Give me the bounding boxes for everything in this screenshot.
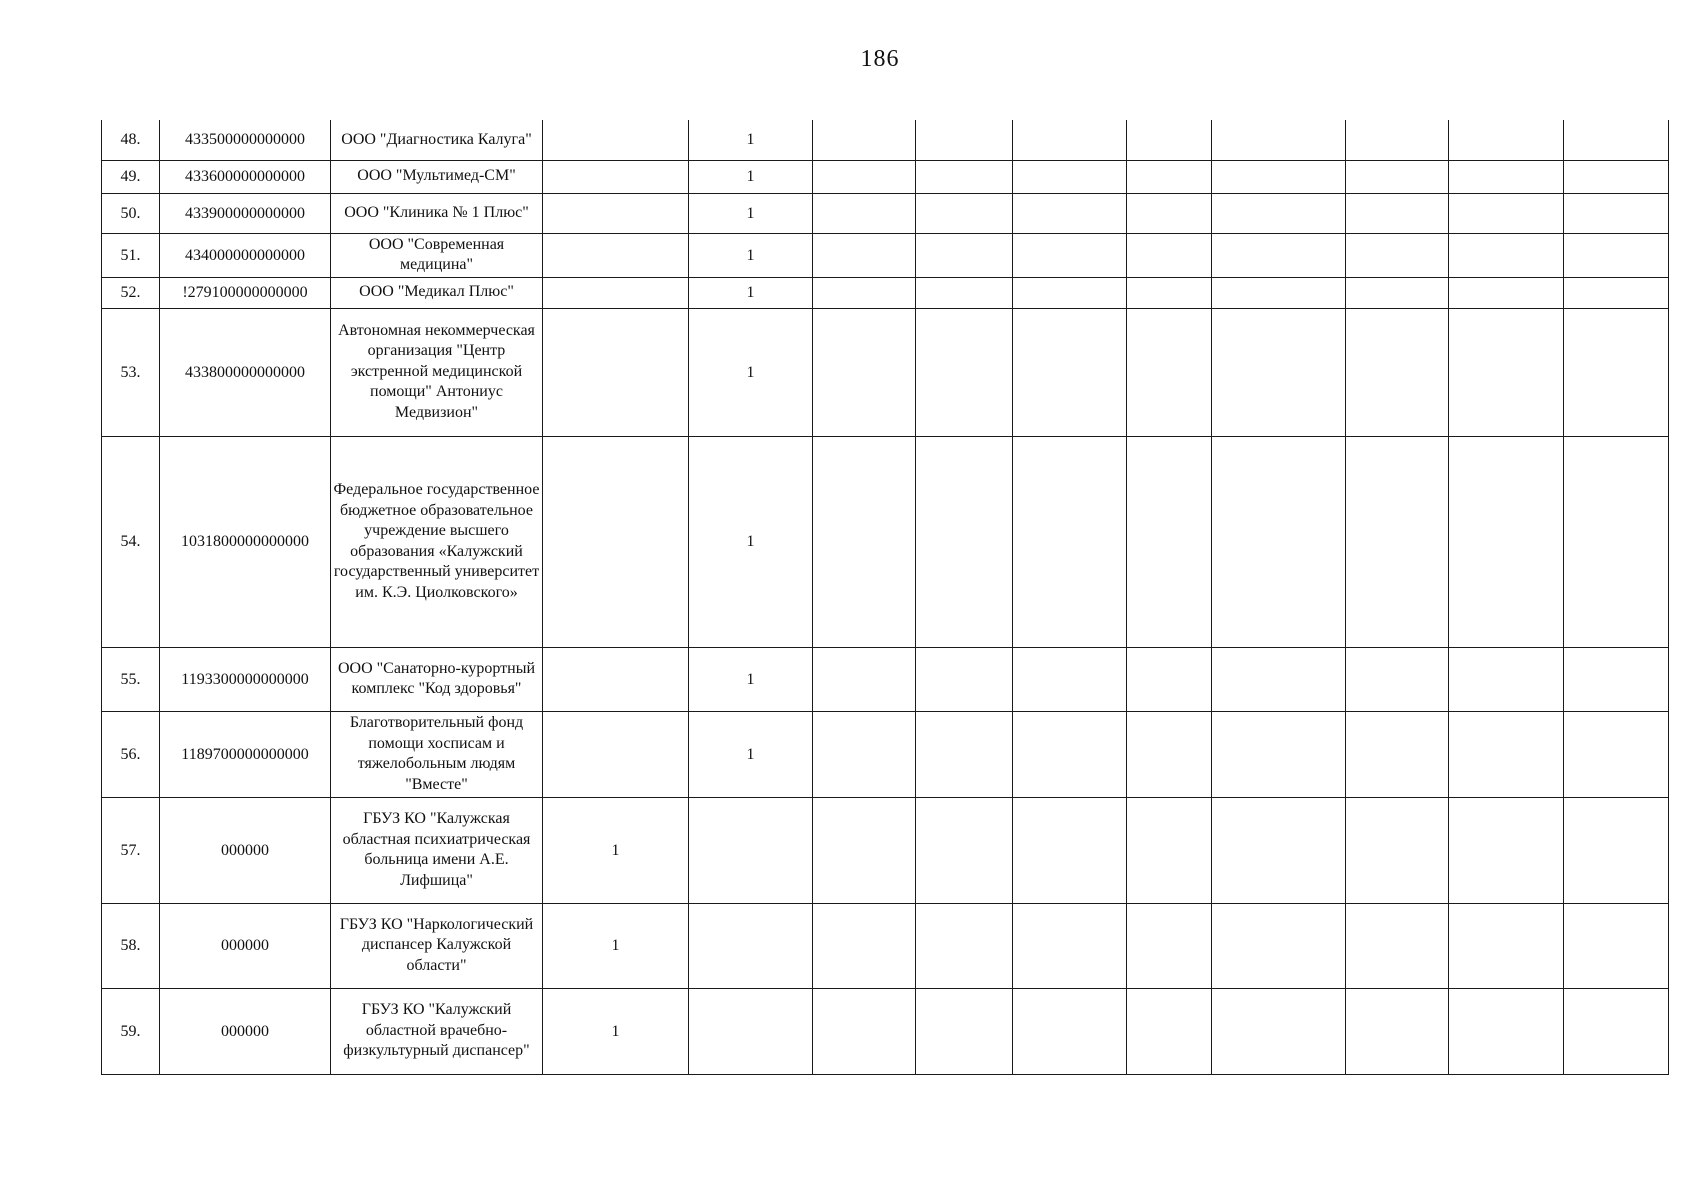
empty-cell (1564, 160, 1669, 193)
row-col4: 1 (543, 797, 689, 903)
empty-cell (1564, 120, 1669, 160)
empty-cell (1212, 903, 1346, 988)
empty-cell (1564, 988, 1669, 1074)
row-col4 (543, 233, 689, 277)
row-code: 000000 (160, 797, 331, 903)
empty-cell (1564, 797, 1669, 903)
empty-cell (916, 711, 1013, 797)
row-organization: Автономная некоммерческая организация "Центр экстренной медицинской помощи" Антониус Медвизион" (331, 308, 543, 436)
row-number: 51. (102, 233, 160, 277)
row-col5 (689, 988, 813, 1074)
empty-cell (1127, 903, 1212, 988)
empty-cell (1127, 308, 1212, 436)
empty-cell (1564, 647, 1669, 711)
empty-cell (916, 647, 1013, 711)
empty-cell (813, 308, 916, 436)
row-organization: ГБУЗ КО "Калужский областной врачебно-физкультурный диспансер" (331, 988, 543, 1074)
table-row (102, 647, 1669, 711)
empty-cell (1013, 277, 1127, 308)
empty-cell (1212, 711, 1346, 797)
empty-cell (813, 277, 916, 308)
row-col5: 1 (689, 233, 813, 277)
row-col5 (689, 903, 813, 988)
empty-cell (1127, 193, 1212, 233)
empty-cell (1212, 120, 1346, 160)
empty-cell (1346, 903, 1449, 988)
empty-cell (1564, 903, 1669, 988)
row-code: 433500000000000 (160, 120, 331, 160)
row-code: 433600000000000 (160, 160, 331, 193)
empty-cell (1346, 160, 1449, 193)
empty-cell (1564, 193, 1669, 233)
empty-cell (1013, 120, 1127, 160)
empty-cell (916, 797, 1013, 903)
table-row (102, 160, 1669, 193)
empty-cell (1449, 160, 1564, 193)
empty-cell (1013, 160, 1127, 193)
table-row (102, 797, 1669, 903)
row-col5: 1 (689, 160, 813, 193)
empty-cell (916, 903, 1013, 988)
row-col5: 1 (689, 308, 813, 436)
empty-cell (1449, 436, 1564, 647)
row-code: 433900000000000 (160, 193, 331, 233)
empty-cell (1013, 233, 1127, 277)
empty-cell (1013, 903, 1127, 988)
empty-cell (916, 120, 1013, 160)
row-col5: 1 (689, 277, 813, 308)
empty-cell (1346, 647, 1449, 711)
row-col4: 1 (543, 903, 689, 988)
empty-cell (916, 193, 1013, 233)
table-row (102, 120, 1669, 160)
empty-cell (1013, 436, 1127, 647)
empty-cell (1127, 160, 1212, 193)
row-organization: ООО "Мультимед-СМ" (331, 160, 543, 193)
row-code: 434000000000000 (160, 233, 331, 277)
row-number: 49. (102, 160, 160, 193)
empty-cell (1212, 308, 1346, 436)
row-organization: ООО "Медикал Плюс" (331, 277, 543, 308)
empty-cell (1013, 797, 1127, 903)
row-col4 (543, 277, 689, 308)
row-organization: ООО "Санаторно-курортный комплекс "Код здоровья" (331, 647, 543, 711)
empty-cell (1564, 711, 1669, 797)
empty-cell (1449, 711, 1564, 797)
row-col5 (689, 797, 813, 903)
empty-cell (1013, 711, 1127, 797)
row-col4 (543, 120, 689, 160)
table-body (102, 120, 1669, 1074)
row-number: 58. (102, 903, 160, 988)
empty-cell (813, 903, 916, 988)
empty-cell (813, 160, 916, 193)
row-number: 52. (102, 277, 160, 308)
row-number: 59. (102, 988, 160, 1074)
empty-cell (1564, 308, 1669, 436)
table-row (102, 308, 1669, 436)
empty-cell (813, 647, 916, 711)
empty-cell (1212, 647, 1346, 711)
empty-cell (1449, 120, 1564, 160)
empty-cell (1449, 647, 1564, 711)
row-number: 57. (102, 797, 160, 903)
table-row (102, 711, 1669, 797)
empty-cell (1449, 233, 1564, 277)
empty-cell (1449, 308, 1564, 436)
register-table (101, 120, 1669, 1075)
row-number: 53. (102, 308, 160, 436)
row-organization: ООО "Клиника № 1 Плюс" (331, 193, 543, 233)
empty-cell (1127, 988, 1212, 1074)
row-col4 (543, 193, 689, 233)
row-organization: ГБУЗ КО "Калужская областная психиатрическая больница имени А.Е. Лифшица" (331, 797, 543, 903)
empty-cell (1346, 308, 1449, 436)
row-col4 (543, 436, 689, 647)
empty-cell (916, 308, 1013, 436)
empty-cell (1346, 436, 1449, 647)
empty-cell (1127, 647, 1212, 711)
empty-cell (916, 277, 1013, 308)
empty-cell (1564, 277, 1669, 308)
row-number: 55. (102, 647, 160, 711)
empty-cell (1013, 308, 1127, 436)
empty-cell (1127, 797, 1212, 903)
row-code: !279100000000000 (160, 277, 331, 308)
row-code: 1189700000000000 (160, 711, 331, 797)
empty-cell (1346, 711, 1449, 797)
empty-cell (813, 436, 916, 647)
row-col4 (543, 308, 689, 436)
row-code: 1031800000000000 (160, 436, 331, 647)
empty-cell (1212, 193, 1346, 233)
table-row (102, 193, 1669, 233)
empty-cell (1346, 233, 1449, 277)
empty-cell (1212, 233, 1346, 277)
empty-cell (916, 436, 1013, 647)
empty-cell (813, 988, 916, 1074)
row-organization: ООО "Диагностика Калуга" (331, 120, 543, 160)
row-organization: Благотворительный фонд помощи хосписам и тяжелобольным людям "Вместе" (331, 711, 543, 797)
row-col4: 1 (543, 988, 689, 1074)
empty-cell (1449, 193, 1564, 233)
table-row (102, 436, 1669, 647)
empty-cell (1127, 711, 1212, 797)
empty-cell (916, 233, 1013, 277)
empty-cell (1564, 233, 1669, 277)
empty-cell (1346, 797, 1449, 903)
row-code: 000000 (160, 903, 331, 988)
row-code: 1193300000000000 (160, 647, 331, 711)
row-code: 433800000000000 (160, 308, 331, 436)
empty-cell (1212, 160, 1346, 193)
empty-cell (1013, 988, 1127, 1074)
empty-cell (813, 711, 916, 797)
empty-cell (1346, 277, 1449, 308)
empty-cell (1449, 797, 1564, 903)
row-col5: 1 (689, 436, 813, 647)
empty-cell (1346, 988, 1449, 1074)
empty-cell (1212, 436, 1346, 647)
empty-cell (1449, 277, 1564, 308)
empty-cell (1564, 436, 1669, 647)
empty-cell (1212, 988, 1346, 1074)
table-row (102, 903, 1669, 988)
page-number: 186 (860, 46, 900, 72)
row-number: 48. (102, 120, 160, 160)
empty-cell (1212, 277, 1346, 308)
row-code: 000000 (160, 988, 331, 1074)
empty-cell (1013, 647, 1127, 711)
empty-cell (813, 120, 916, 160)
empty-cell (1346, 120, 1449, 160)
row-col4 (543, 647, 689, 711)
table-row (102, 988, 1669, 1074)
empty-cell (1449, 903, 1564, 988)
table-row (102, 277, 1669, 308)
row-organization: Федеральное государственное бюджетное образовательное учреждение высшего образования «Калужский государственный университет им. К.Э. Циолковского» (331, 436, 543, 647)
empty-cell (813, 193, 916, 233)
empty-cell (813, 233, 916, 277)
row-organization: ООО "Современная медицина" (331, 233, 543, 277)
row-col4 (543, 711, 689, 797)
empty-cell (1013, 193, 1127, 233)
empty-cell (1346, 193, 1449, 233)
empty-cell (813, 797, 916, 903)
row-col5: 1 (689, 193, 813, 233)
empty-cell (1449, 988, 1564, 1074)
empty-cell (916, 988, 1013, 1074)
empty-cell (1127, 277, 1212, 308)
row-col4 (543, 160, 689, 193)
empty-cell (1212, 797, 1346, 903)
empty-cell (1127, 120, 1212, 160)
empty-cell (1127, 436, 1212, 647)
row-number: 50. (102, 193, 160, 233)
row-number: 54. (102, 436, 160, 647)
table-row (102, 233, 1669, 277)
empty-cell (1127, 233, 1212, 277)
empty-cell (916, 160, 1013, 193)
row-col5: 1 (689, 711, 813, 797)
row-col5: 1 (689, 120, 813, 160)
row-organization: ГБУЗ КО "Наркологический диспансер Калужской области" (331, 903, 543, 988)
row-number: 56. (102, 711, 160, 797)
row-col5: 1 (689, 647, 813, 711)
